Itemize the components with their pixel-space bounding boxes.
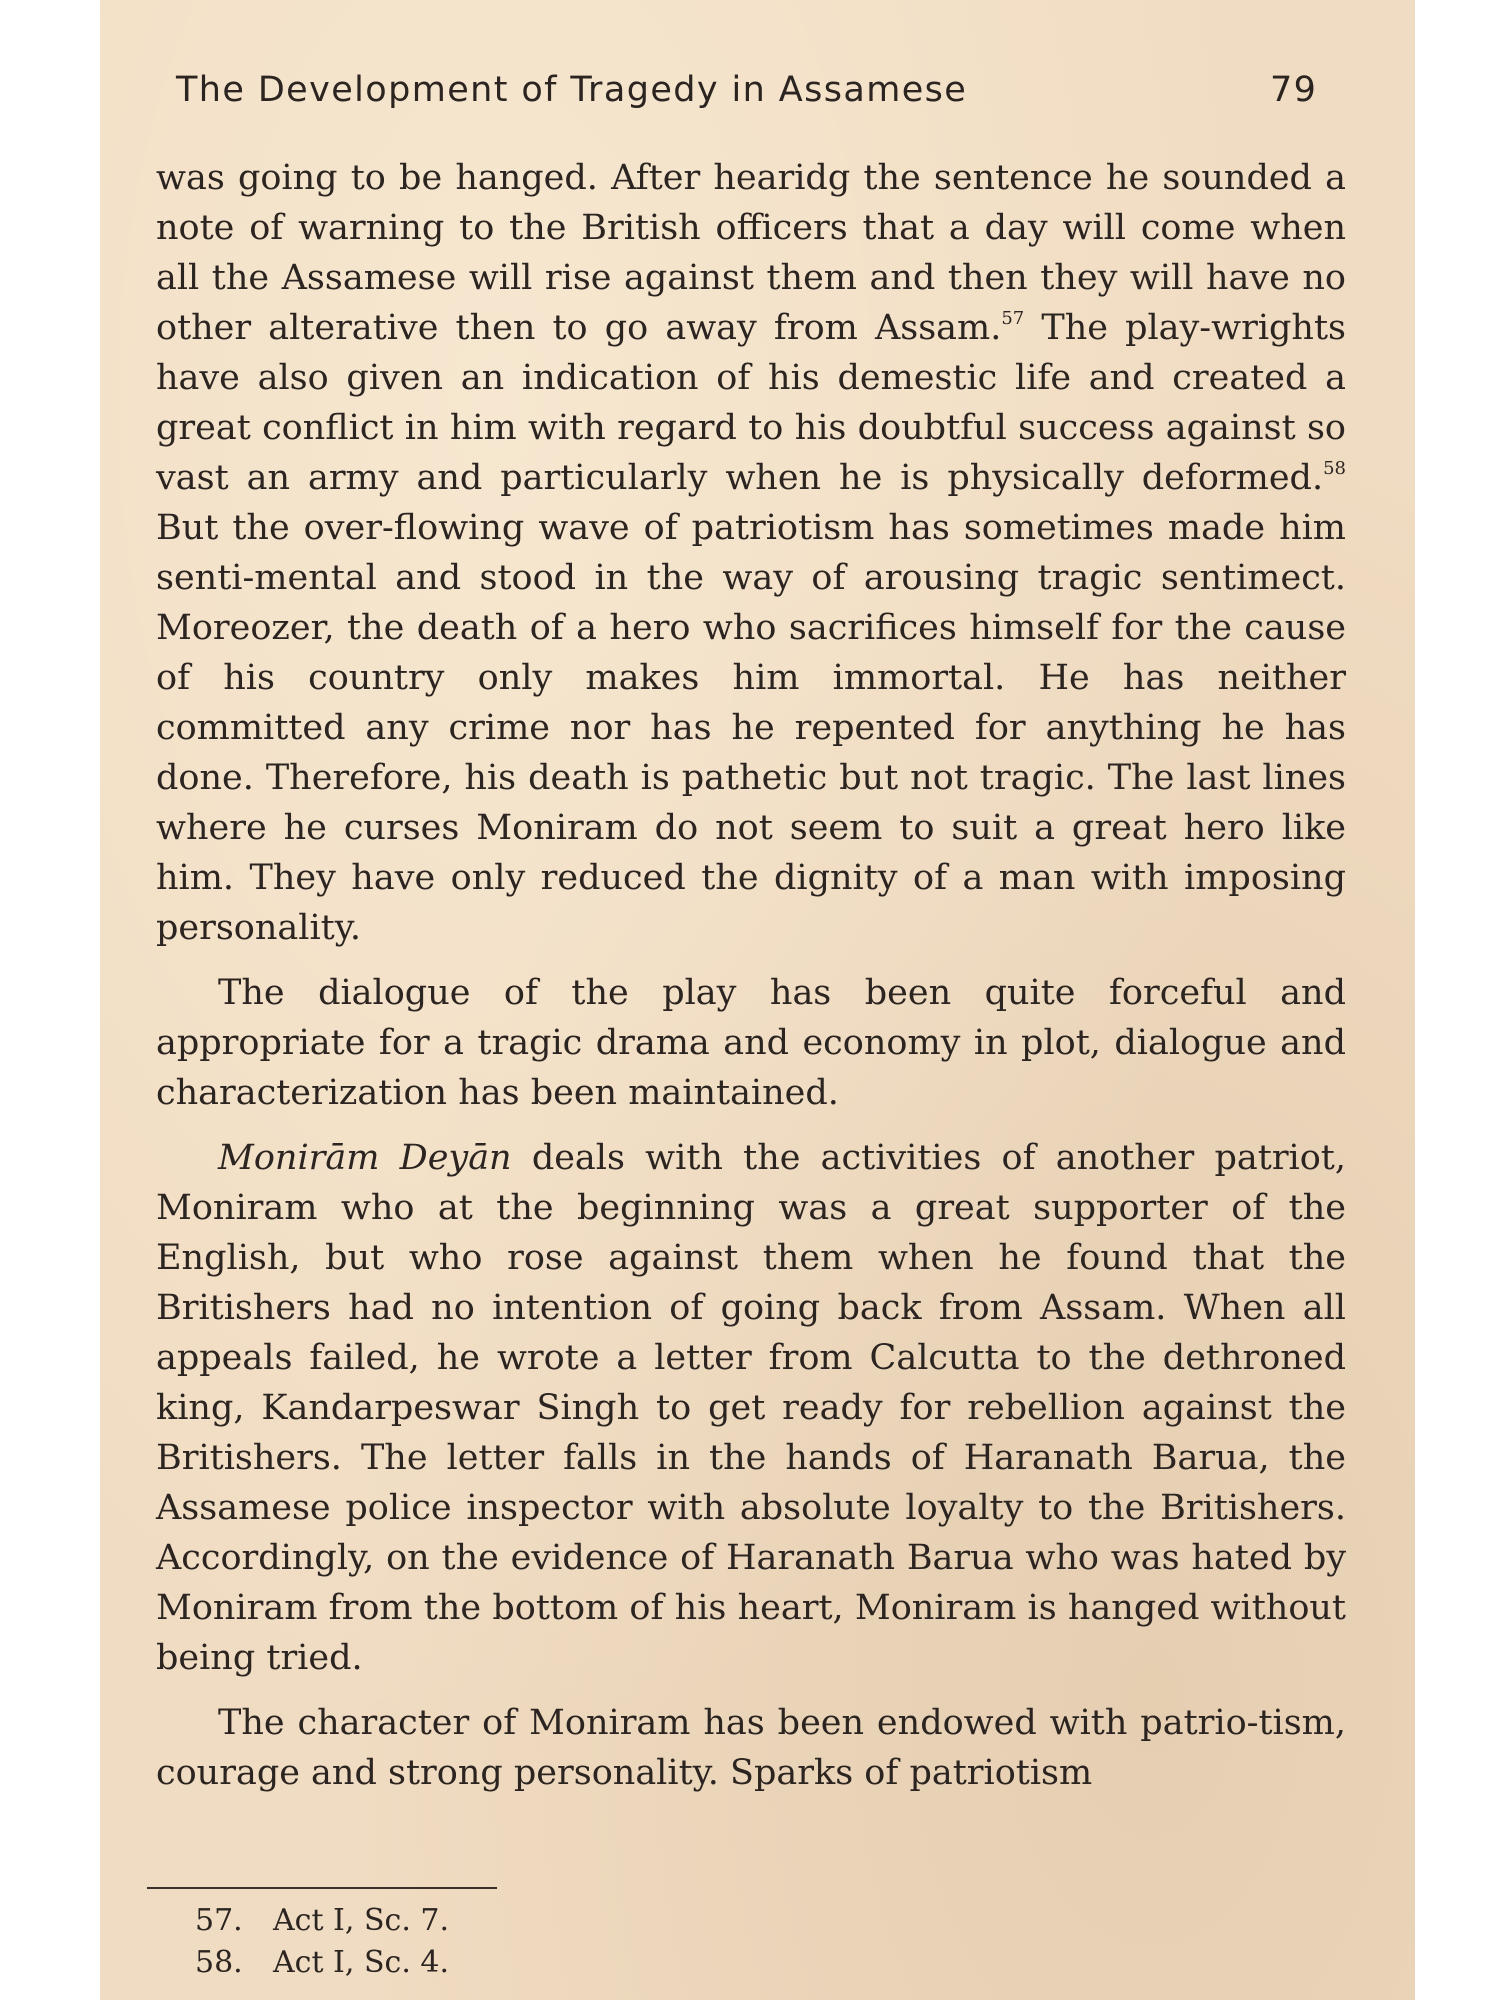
paragraph-1-text-c: But the over-flowing wave of patriotism has sometimes made him senti-mental and stood in the way of arousing tragic sentimect. Moreozer, the death of a hero who sacrifices himself for the cause of his country only makes him immortal. He has neither committed any crime nor has he repented for anything he has done. Therefore, his death is pathetic but not tragic. The last lines where he curses Moniram do not seem to suit a great hero like him. They have only reduced the dignity of a man with imposing personality. — [156, 508, 1346, 948]
paragraph-1-text-b: The play-wrights have also given an indication of his demestic life and created a great conflict in him with regard to his doubtful success against so vast an army and particularly when he is physically deformed. — [156, 308, 1346, 498]
page-number: 79 — [1270, 70, 1318, 110]
book-page — [100, 0, 1415, 2000]
paragraph-4: The character of Moniram has been endowed with patrio-tism, courage and strong personality. Sparks of patriotism — [156, 1703, 1346, 1793]
footnote-divider — [147, 1887, 497, 1889]
paragraph-2: The dialogue of the play has been quite forceful and appropriate for a tragic drama and economy in plot, dialogue and characterization has been maintained. — [156, 973, 1346, 1113]
footnotes — [195, 1900, 449, 1984]
footnote-57 — [195, 1900, 449, 1942]
footnote-text: Act I, Sc. 4. — [273, 1945, 450, 1980]
footnote-ref-58: 58 — [1323, 458, 1346, 479]
paragraph-3 — [156, 1133, 1346, 1683]
footnote-number: 58. — [195, 1945, 243, 1980]
paragraph-3-text: deals with the activities of another patriot, Moniram who at the beginning was a great supporter of the English, but who rose against them when he found that the Britishers had no intention of going back from Assam. When all appeals failed, he wrote a letter from Calcutta to the dethroned king, Kandarpeswar Singh to get ready for rebellion against the Britishers. The letter falls in the hands of Haranath Barua, the Assamese police inspector with absolute loyalty to the Britishers. Accordingly, on the evidence of Haranath Barua who was hated by Moniram from the bottom of his heart, Moniram is hanged without being tried. — [156, 1138, 1347, 1678]
footnote-number: 57. — [195, 1903, 243, 1938]
footnote-58 — [195, 1942, 449, 1984]
running-head — [176, 70, 1466, 120]
footnote-text: Act I, Sc. 7. — [273, 1903, 450, 1938]
paragraph-1-text-a: was going to be hanged. After hearidg the sentence he sounded a note of warning to the British officers that a day will come when all the Assamese will rise against them and then they will have no other alterative then to go away from Assam. — [156, 158, 1346, 348]
paragraph-1 — [156, 153, 1346, 953]
body-text — [156, 153, 1346, 1798]
play-title: Monirām Deyān — [218, 1138, 512, 1178]
footnote-ref-57: 57 — [1001, 308, 1025, 329]
running-title: The Development of Tragedy in Assamese — [176, 70, 968, 110]
